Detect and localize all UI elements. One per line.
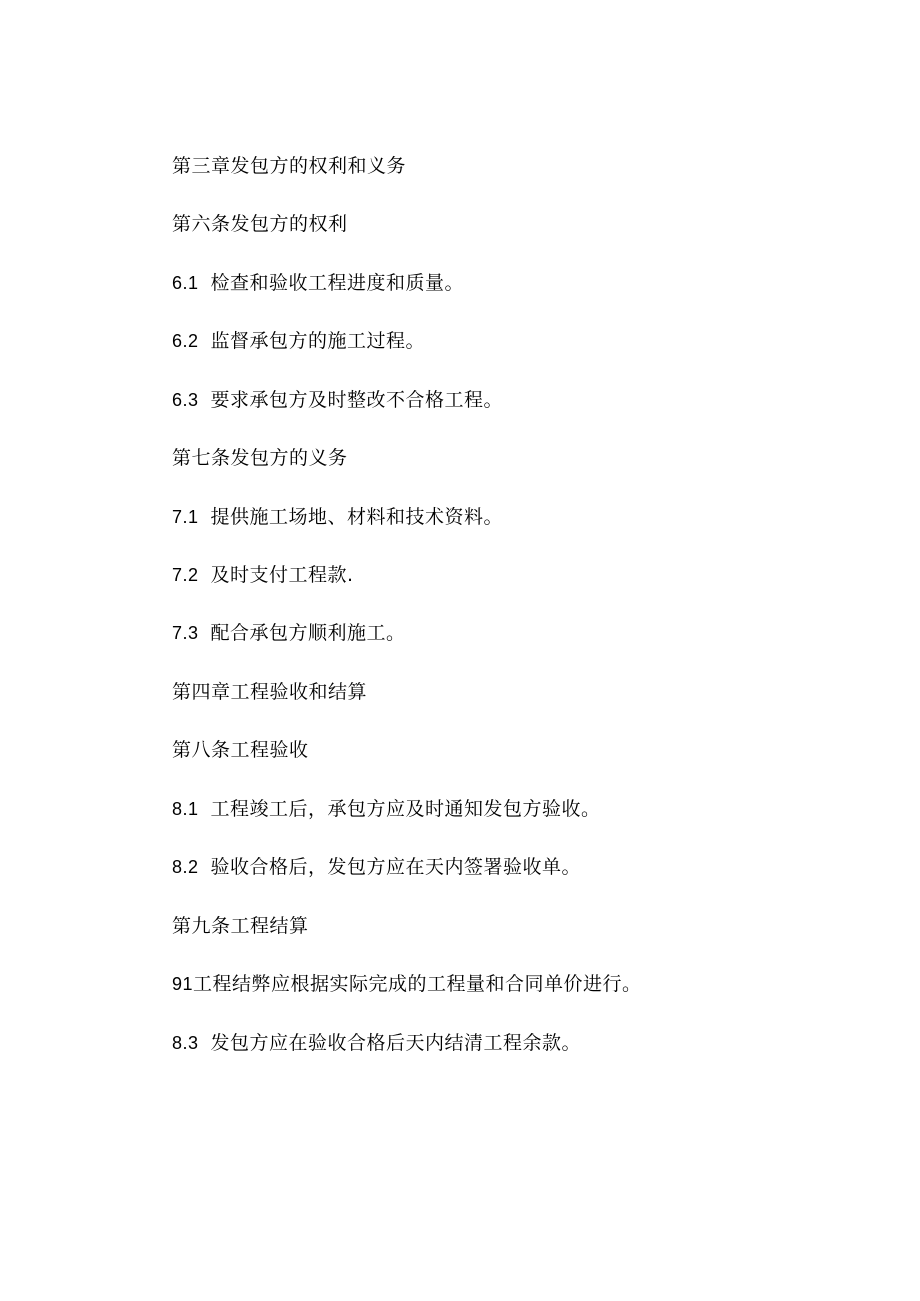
clause-text: 要求承包方及时整改不合格工程。: [210, 389, 504, 411]
article-heading: [172, 738, 309, 762]
chapter-heading: [172, 154, 406, 178]
article-heading: [172, 446, 348, 470]
clause-number: 8.2: [172, 857, 199, 877]
clause-number: 7.2: [172, 565, 199, 585]
clause-text: 检查和验收工程进度和质量。: [210, 272, 465, 294]
clause-line: [172, 388, 503, 412]
line-text: 第三章发包方的权利和义务: [172, 155, 407, 177]
clause-line: [172, 797, 601, 821]
clause-number: 8.3: [172, 1033, 199, 1053]
clause-line: [172, 329, 425, 353]
clause-text: 工程结弊应根据实际完成的工程量和合同单价进行。: [193, 973, 642, 995]
clause-text: 监督承包方的施工过程。: [210, 330, 426, 352]
article-heading: [172, 212, 348, 236]
clause-number: 6.2: [172, 331, 199, 351]
clause-text: 及时支付工程款.: [210, 564, 354, 586]
clause-line: [172, 621, 406, 645]
clause-number: 6.3: [172, 390, 199, 410]
line-text: 第九条工程结算: [172, 915, 309, 937]
chapter-heading: [172, 680, 367, 704]
clause-line: [172, 855, 581, 879]
line-text: 第七条发包方的义务: [172, 447, 348, 469]
clause-text: 验收合格后，发包方应在天内签署验收单。: [210, 856, 582, 878]
clause-line: [172, 271, 464, 295]
clause-text: 配合承包方顺利施工。: [210, 622, 406, 644]
article-heading: [172, 914, 309, 938]
line-text: 第六条发包方的权利: [172, 213, 348, 235]
clause-number: 91: [172, 974, 194, 994]
clause-text: 提供施工场地、材料和技术资料。: [210, 506, 504, 528]
clause-line: [172, 505, 503, 529]
clause-number: 8.1: [172, 799, 199, 819]
clause-text: 工程竣工后，承包方应及时通知发包方验收。: [210, 798, 601, 820]
clause-number: 7.3: [172, 623, 199, 643]
clause-line: [172, 1031, 581, 1055]
line-text: 第四章工程验收和结算: [172, 681, 368, 703]
clause-line: [172, 972, 642, 996]
clause-number: 6.1: [172, 273, 199, 293]
clause-number: 7.1: [172, 507, 199, 527]
line-text: 第八条工程验收: [172, 739, 309, 761]
clause-text: 发包方应在验收合格后天内结清工程余款。: [210, 1032, 582, 1054]
clause-line: [172, 563, 354, 587]
